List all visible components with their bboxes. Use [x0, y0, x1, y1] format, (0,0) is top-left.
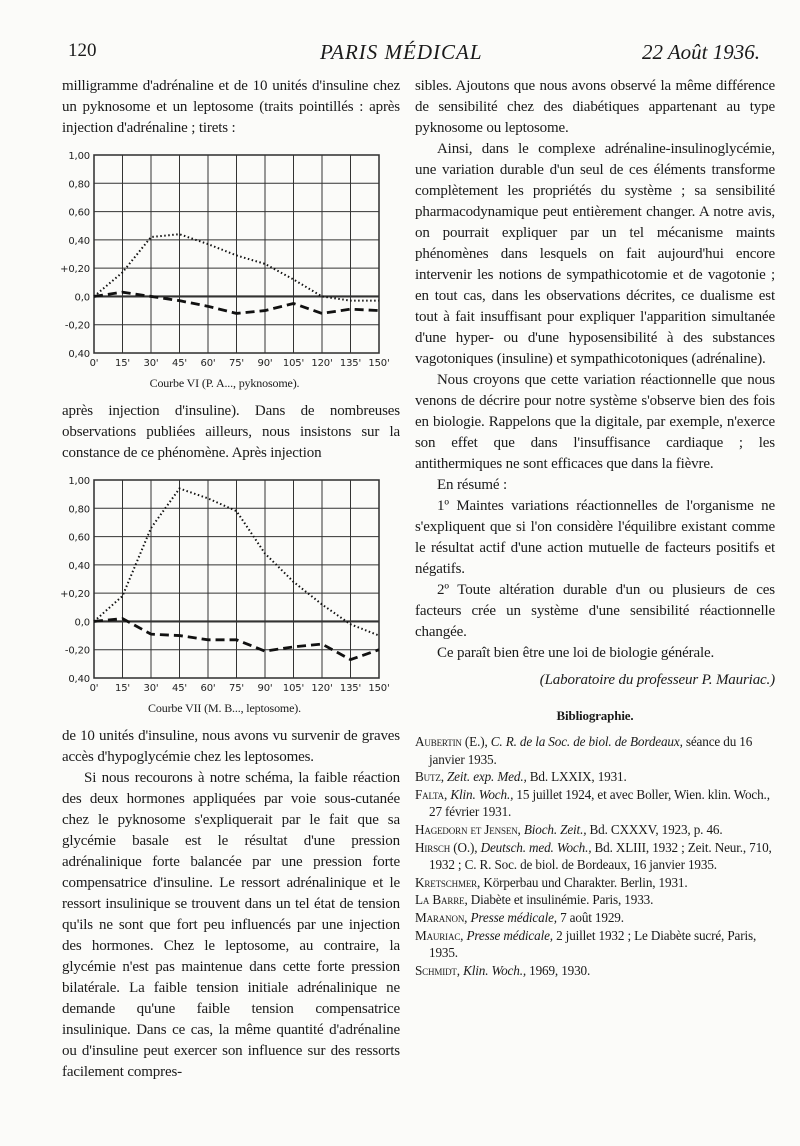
entry-author: Mauriac, — [415, 927, 467, 943]
entry-author: La Barre, — [415, 892, 471, 908]
paragraph: après injection d'insuline). Dans de nombreuses observations publiées ailleurs, nous insistons sur la constance de ce phénomène. Après injection — [62, 403, 400, 461]
entry-rest: Körperbau und Charakter. Berlin, 1931. — [483, 874, 688, 890]
entry-author: Schmidt, — [415, 962, 464, 978]
entry-src: Klin. Woch., — [450, 786, 517, 802]
x-tick-label: 45' — [171, 358, 188, 369]
chart-courbe-vii — [52, 472, 397, 716]
x-tick-label: 15' — [114, 358, 131, 369]
x-tick-label: 45' — [171, 683, 188, 694]
chart-caption: Courbe VI (P. A..., pyknosome). — [149, 376, 300, 390]
paragraph: 2º Toute altération durable d'un ou plusieurs de ces facteurs crée un système d'une sensibilité réactionnelle changée. — [415, 582, 775, 640]
right-column — [415, 76, 775, 979]
y-tick-label: 0,80 — [68, 504, 90, 516]
entry-src: Klin. Woch., — [463, 962, 530, 978]
entry-src: Presse médicale, — [470, 909, 561, 925]
x-tick-label: 105' — [282, 683, 305, 694]
x-tick-label: 90' — [257, 358, 273, 369]
entry-author: Butz, — [415, 769, 447, 785]
bibliography-entry — [415, 768, 775, 786]
entry-rest: 7 août 1929. — [560, 909, 624, 925]
chart-caption: Courbe VII (M. B..., leptosome). — [148, 701, 301, 715]
entry-src: Zeit. exp. Med., — [446, 769, 530, 785]
entry-src: Bioch. Zeit., — [523, 821, 590, 837]
entry-rest: Bd. LXXIX, 1931. — [529, 769, 627, 785]
x-tick-label: 0' — [89, 358, 99, 369]
bibliography-entry — [415, 786, 775, 821]
entry-rest: Bd. XLIII, 1932 ; Zeit. Neur., 710, 1932 ; C. R. Soc. de biol. de Bordeaux, 16 janvier 1935. — [429, 839, 772, 873]
paragraph: En résumé : — [437, 477, 507, 493]
x-tick-label: 120' — [311, 683, 333, 694]
x-tick-label: 60' — [200, 358, 216, 369]
y-tick-label: 0,40 — [68, 235, 90, 247]
bibliography-entry — [415, 891, 775, 909]
x-tick-label: 30' — [143, 683, 159, 694]
entry-src: C. R. de la Soc. de biol. de Bordeaux, — [490, 734, 686, 749]
paragraph: Si nous recourons à notre schéma, la faible réaction des deux hormones appliquées par voie sous-cutanée chez le pyknosome s'expliquerait par le fait que sa glycémie basale est le résultat d'une pression adrénalinique forte balancée par une pression forte compensatrice d'insuline. Le ressort adrénalinique et le ressort insulinique se trouvent dans un tel état de tension qu'ils ne sont que fort peu influencés par une injection des hormones. Chez le leptosome, au contraire, la glycémie n'est pas maintenue dans cette forte pression bilatérale. La faible tension initiale adrénalinique ne demande qu'une faible tension compensatrice insulinique. Dans ce cas, la même quantité d'adrénaline ou d'insuline peut exercer son influence sur des ressorts facilement compres- — [62, 770, 400, 1080]
chart-svg — [52, 147, 397, 373]
x-tick-label: 0' — [89, 683, 99, 694]
x-tick-label: 30' — [143, 358, 159, 369]
paragraph: Ainsi, dans le complexe adrénaline-insulinoglycémie, une variation durable d'un seul de ces éléments transforme complètement les propriétés du système ; sa sensibilité pharmacodynamique peut entièrement changer. A notre avis, on pourrait expliquer par un tel mécanisme maints phénomènes dans lesquels on fait aujourd'hui encore intervenir les notions de sympathicotomie et de vagotonie ; en tout cas, dans les observations décrites, ce dualisme est tout à fait insuffisant pour expliquer l'apparition simultanée d'une hyper- ou d'une hyposensibilité à des substances vagotoniques (insuline) et sympathicotoniques (adrénaline). — [415, 141, 775, 367]
paragraph: sibles. Ajoutons que nous avons observé la même différence de sensibilité chez des diabétiques appartenant au type pyknosome ou leptosome. — [415, 78, 775, 136]
x-tick-label: 135' — [339, 683, 362, 694]
y-tick-label: 0,40 — [68, 349, 90, 360]
entry-author: Hirsch (O.), — [415, 839, 481, 855]
entry-src: Presse médicale, — [466, 927, 557, 943]
bibliography-title: Bibliographie. — [556, 708, 634, 723]
y-tick-label: 0,60 — [68, 207, 90, 219]
paragraph: de 10 unités d'insuline, nous avons vu survenir de graves accès d'hypoglycémie chez les leptosomes. — [62, 728, 400, 765]
bibliography-entry — [415, 733, 775, 768]
y-tick-label: 0,0 — [74, 292, 90, 304]
left-column — [62, 76, 400, 1083]
y-tick-label: 0,80 — [68, 179, 90, 191]
y-tick-label: 0,40 — [68, 560, 90, 572]
x-tick-label: 150' — [368, 683, 390, 694]
entry-rest: 1969, 1930. — [529, 962, 591, 978]
x-tick-label: 120' — [311, 358, 333, 369]
bibliography-entry — [415, 821, 775, 839]
entry-author: Kretschmer, — [415, 874, 484, 890]
x-tick-label: 90' — [257, 683, 273, 694]
paragraph: 1º Maintes variations réactionnelles de l'organisme ne s'expliquent que si l'on considère l'équilibre existant comme le résultat actif d'une action mutuelle de facteurs positifs et négatifs. — [415, 498, 775, 577]
y-tick-label: +0,20 — [60, 264, 90, 276]
paragraph: Nous croyons que cette variation réactionnelle que nous venons de décrire pour notre système s'observe bien des fois en biologie. Rappelons que la digitale, par exemple, n'exerce son effet que dans l'insuffisance cardiaque ; les antithermiques ne sont efficaces que dans la fièvre. — [415, 372, 775, 472]
y-tick-label: 0,60 — [68, 532, 90, 544]
bibliography-list — [415, 733, 775, 979]
paragraph: milligramme d'adrénaline et de 10 unités d'insuline chez un pyknosome et un leptosome (traits pointillés : après injection d'adrénaline ; tirets : — [62, 78, 400, 136]
entry-rest: Bd. CXXXV, 1923, p. 46. — [589, 821, 723, 837]
y-tick-label: 1,00 — [68, 476, 90, 487]
x-tick-label: 15' — [114, 683, 131, 694]
entry-author: Falta, — [415, 786, 451, 802]
x-tick-label: 105' — [282, 358, 305, 369]
y-tick-label: 0,0 — [74, 617, 90, 629]
y-tick-label: 1,00 — [68, 151, 90, 162]
y-tick-label: -0,20 — [64, 320, 90, 332]
page-number: 120 — [68, 40, 97, 61]
bibliography-entry — [415, 927, 775, 962]
x-tick-label: 75' — [228, 358, 245, 369]
bibliography-entry — [415, 874, 775, 892]
entry-author: Aubertin (E.), — [415, 734, 491, 749]
chart-svg — [52, 472, 397, 698]
y-tick-label: -0,20 — [64, 645, 90, 657]
y-tick-label: 0,40 — [68, 674, 90, 685]
entry-rest: 2 juillet 1932 ; Le Diabète sucré, Paris, 1935. — [429, 927, 757, 961]
bibliography-entry — [415, 962, 775, 980]
signature: (Laboratoire du professeur P. Mauriac.) — [539, 672, 775, 688]
entry-author: Maranon, — [415, 909, 471, 925]
x-tick-label: 135' — [339, 358, 362, 369]
x-tick-label: 75' — [228, 683, 245, 694]
x-tick-label: 60' — [200, 683, 216, 694]
issue-date: 22 Août 1936. — [641, 40, 760, 64]
entry-author: Hagedorn et Jensen, — [415, 821, 524, 837]
journal-title: PARIS MÉDICAL — [320, 40, 483, 64]
chart-courbe-vi — [52, 147, 397, 391]
entry-rest: Diabète et insulinémie. Paris, 1933. — [470, 892, 654, 908]
bibliography-entry — [415, 909, 775, 927]
y-tick-label: +0,20 — [60, 589, 90, 601]
entry-rest: 15 juillet 1924, et avec Boller, Wien. klin. Woch., 27 février 1931. — [429, 786, 770, 820]
bibliography-entry — [415, 839, 775, 874]
entry-rest: séance du 16 janvier 1935. — [429, 734, 753, 767]
entry-src: Deutsch. med. Woch., — [480, 839, 595, 855]
paragraph: Ce paraît bien être une loi de biologie générale. — [437, 645, 715, 661]
x-tick-label: 150' — [368, 358, 390, 369]
